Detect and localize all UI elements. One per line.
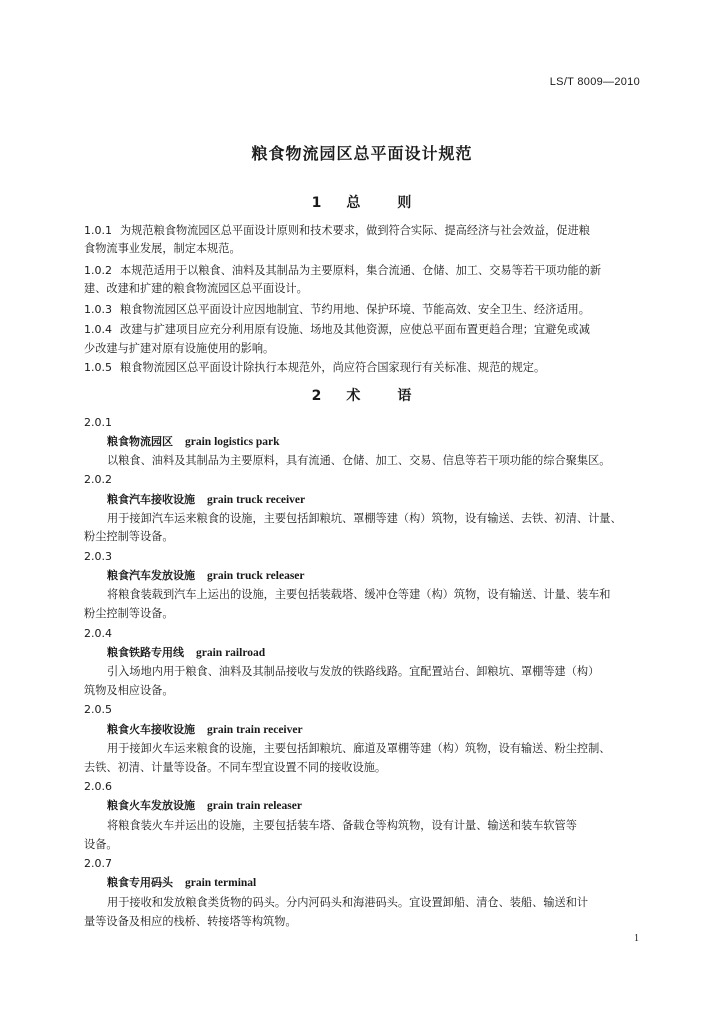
chapter-title-char: 术 bbox=[346, 388, 362, 404]
clause-line: 食物流事业发展，制定本规范。 bbox=[84, 242, 241, 255]
term-heading bbox=[107, 721, 642, 739]
clause-line bbox=[84, 262, 642, 280]
clause-number: 1.0.2 bbox=[84, 264, 112, 277]
term-definition: 量等设备及相应的栈桥、转接塔等构筑物。 bbox=[84, 915, 297, 928]
clause-number: 1.0.5 bbox=[84, 361, 112, 374]
term-chinese: 粮食火车发放设施 bbox=[107, 799, 195, 812]
term-heading bbox=[107, 491, 642, 509]
term-definition: 筑物及相应设备。 bbox=[84, 684, 174, 697]
term-chinese: 粮食汽车发放设施 bbox=[107, 569, 195, 582]
term-chinese: 粮食火车接收设施 bbox=[107, 723, 195, 736]
term-definition: 用于接卸火车运来粮食的设施，主要包括卸粮坑、廊道及罩棚等建（构）筑物，设有输送、粉尘控制、 bbox=[107, 742, 611, 755]
term-chinese: 粮食铁路专用线 bbox=[107, 646, 184, 659]
term-english: grain logistics park bbox=[185, 436, 280, 448]
chapter-title-char: 则 bbox=[397, 195, 413, 211]
term-chinese: 粮食专用码头 bbox=[107, 876, 173, 889]
term-number bbox=[84, 778, 642, 796]
chapter-title-char: 总 bbox=[346, 195, 362, 211]
clause-number: 2.0.5 bbox=[84, 703, 112, 716]
term-heading bbox=[107, 567, 642, 585]
clause-line bbox=[84, 321, 642, 339]
term-definition: 将粮食装火车并运出的设施，主要包括装车塔、备载仓等构筑物，设有计量、输送和装车软管等 bbox=[107, 819, 577, 832]
term-definition: 用于接收和发放粮食类货物的码头。分内河码头和海港码头。宜设置卸船、清仓、装船、输送和计 bbox=[107, 896, 589, 909]
term-english: grain truck receiver bbox=[207, 494, 306, 506]
clause-text: 改建与扩建项目应充分利用原有设施、场地及其他资源，应使总平面布置更趋合理；宜避免或减 bbox=[120, 323, 590, 336]
clause-number: 2.0.6 bbox=[84, 780, 112, 793]
chapter-2-heading bbox=[0, 385, 724, 405]
term-number bbox=[84, 625, 642, 643]
chapter-1-heading bbox=[0, 192, 724, 212]
term-chinese: 粮食汽车接收设施 bbox=[107, 493, 195, 506]
chapter-title-char: 语 bbox=[397, 388, 413, 404]
term-definition: 设备。 bbox=[84, 838, 118, 851]
clause-number: 1.0.1 bbox=[84, 224, 112, 237]
term-chinese: 粮食物流园区 bbox=[107, 435, 173, 448]
term-definition: 粉尘控制等设备。 bbox=[84, 530, 174, 543]
term-number bbox=[84, 548, 642, 566]
term-definition: 去铁、初清、计量等设备。不同车型宜设置不同的接收设施。 bbox=[84, 761, 387, 774]
term-english: grain train receiver bbox=[207, 724, 303, 736]
term-english: grain terminal bbox=[185, 877, 257, 889]
clause-text: 粮食物流园区总平面设计应因地制宜、节约用地、保护环境、节能高效、安全卫生、经济适用。 bbox=[120, 303, 590, 316]
clause-line bbox=[84, 359, 642, 377]
term-definition: 将粮食装载到汽车上运出的设施，主要包括装载塔、缓冲仓等建（构）筑物，设有输送、计量、装车和 bbox=[107, 588, 611, 601]
clause-line: 建、改建和扩建的粮食物流园区总平面设计。 bbox=[84, 282, 308, 295]
clause-number: 1.0.4 bbox=[84, 323, 112, 336]
clause-text: 为规范粮食物流园区总平面设计原则和技术要求，做到符合实际、提高经济与社会效益，促进粮 bbox=[120, 224, 590, 237]
term-english: grain train releaser bbox=[207, 800, 302, 812]
document-title: 粮食物流园区总平面设计规范 bbox=[251, 144, 473, 163]
term-heading bbox=[107, 644, 642, 662]
term-heading bbox=[107, 874, 642, 892]
page-number: 1 bbox=[634, 933, 639, 944]
clause-number: 2.0.7 bbox=[84, 857, 112, 870]
clause-number: 2.0.3 bbox=[84, 550, 112, 563]
chapter-number: 2 bbox=[311, 388, 323, 404]
clause-line: 少改建与扩建对原有设施使用的影响。 bbox=[84, 342, 275, 355]
chapter-number: 1 bbox=[311, 195, 323, 211]
standard-code: LS/T 8009—2010 bbox=[549, 76, 640, 88]
clause-text: 粮食物流园区总平面设计除执行本规范外，尚应符合国家现行有关标准、规范的规定。 bbox=[120, 361, 546, 374]
term-definition: 用于接卸汽车运来粮食的设施，主要包括卸粮坑、罩棚等建（构）筑物，设有输送、去铁、初清、计量、 bbox=[107, 512, 622, 525]
term-heading bbox=[107, 797, 642, 815]
clause-line bbox=[84, 301, 642, 319]
term-english: grain railroad bbox=[196, 647, 266, 659]
term-definition: 引入场地内用于粮食、油料及其制品接收与发放的铁路线路。宜配置站台、卸粮坑、罩棚等建（构） bbox=[107, 665, 600, 678]
term-heading bbox=[107, 433, 642, 451]
clause-number: 2.0.2 bbox=[84, 473, 112, 486]
term-english: grain truck releaser bbox=[207, 570, 305, 582]
term-number bbox=[84, 414, 642, 432]
clause-number: 2.0.1 bbox=[84, 416, 112, 429]
term-number bbox=[84, 471, 642, 489]
term-number bbox=[84, 701, 642, 719]
term-definition: 以粮食、油料及其制品为主要原料，具有流通、仓储、加工、交易、信息等若干项功能的综合聚集区。 bbox=[107, 454, 611, 467]
clause-number: 2.0.4 bbox=[84, 627, 112, 640]
clause-number: 1.0.3 bbox=[84, 303, 112, 316]
clause-text: 本规范适用于以粮食、油料及其制品为主要原料，集合流通、仓储、加工、交易等若干项功能的新 bbox=[120, 264, 602, 277]
term-number bbox=[84, 855, 642, 873]
term-definition: 粉尘控制等设备。 bbox=[84, 607, 174, 620]
clause-line bbox=[84, 222, 642, 240]
